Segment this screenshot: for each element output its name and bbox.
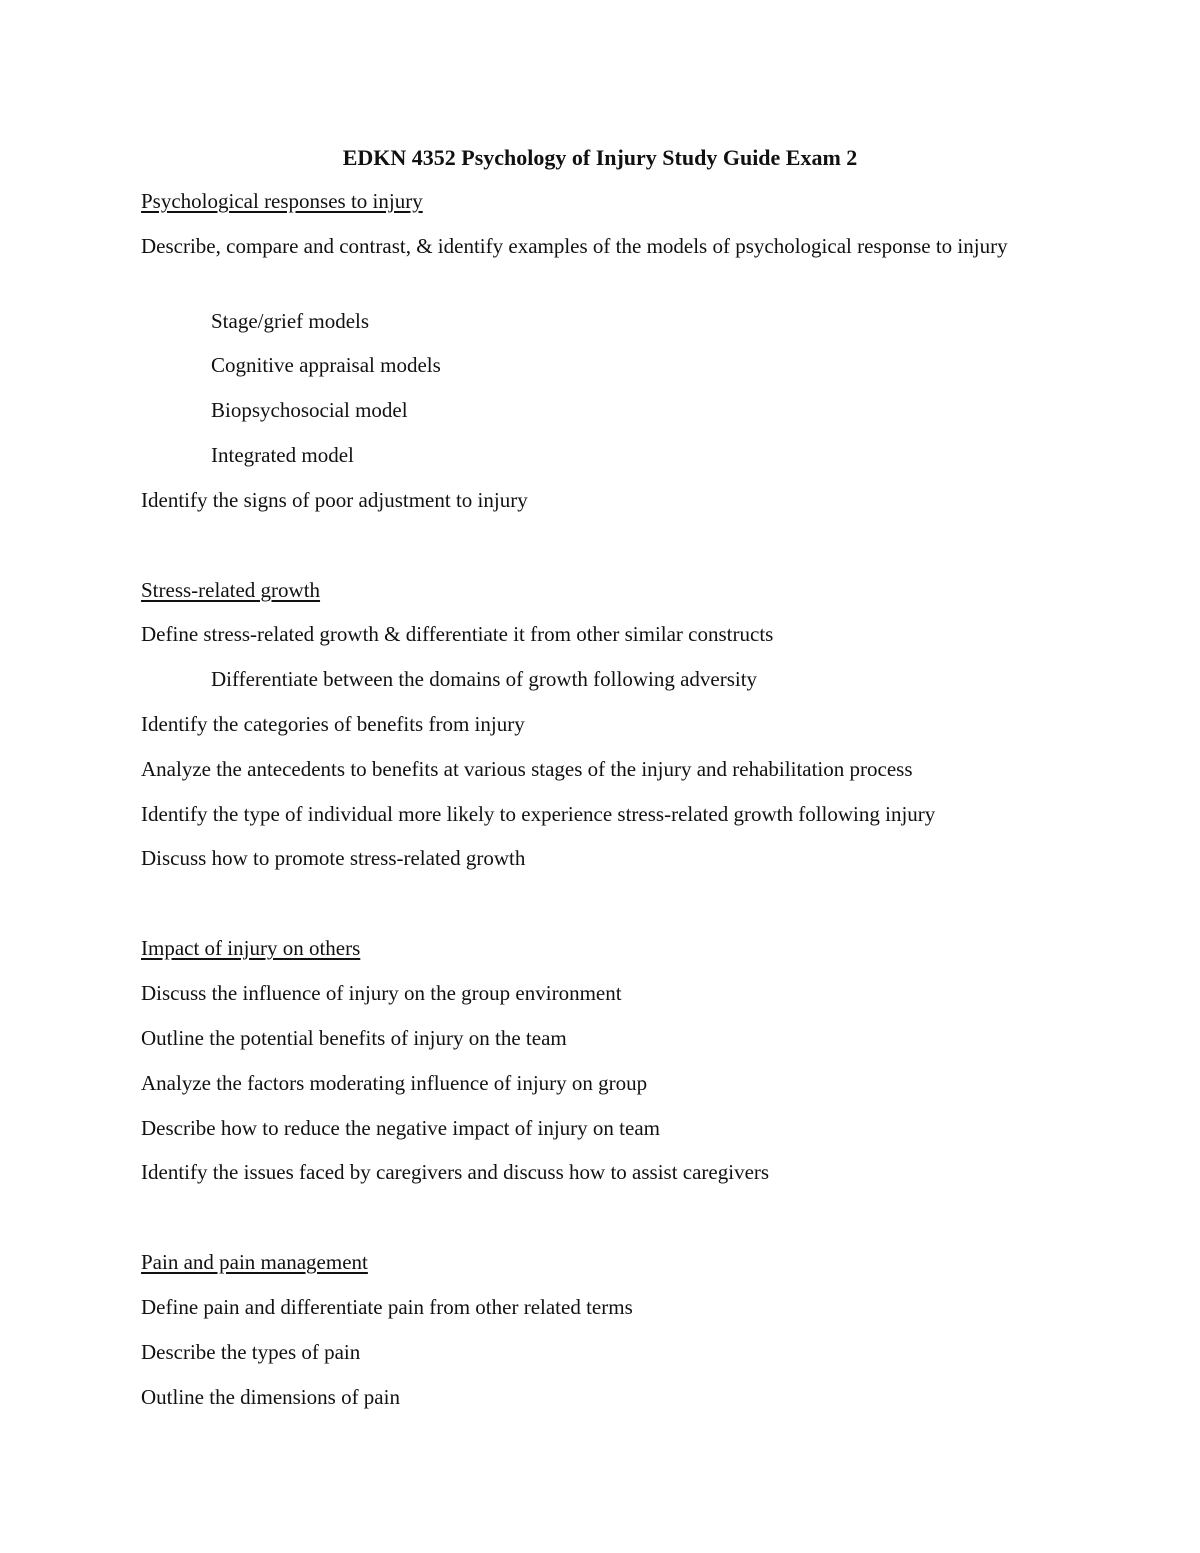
list-item: Describe the types of pain — [141, 1340, 361, 1364]
list-item: Identify the type of individual more likely to experience stress-related growth following injury — [141, 802, 936, 826]
section-heading-pain-management: Pain and pain management — [141, 1250, 368, 1274]
list-item: Identify the categories of benefits from injury — [141, 712, 525, 736]
list-item: Describe, compare and contrast, & identify examples of the models of psychological response to injury — [141, 234, 1008, 258]
list-item-subitem: Cognitive appraisal models — [211, 353, 441, 377]
list-item: Outline the potential benefits of injury on the team — [141, 1026, 567, 1050]
section-heading-stress-related-growth: Stress-related growth — [141, 578, 321, 602]
section-heading-psychological-responses: Psychological responses to injury — [141, 189, 423, 213]
list-item-subitem: Differentiate between the domains of growth following adversity — [211, 667, 758, 691]
list-item: Describe how to reduce the negative impact of injury on team — [141, 1116, 660, 1140]
document-title: EDKN 4352 Psychology of Injury Study Guide Exam 2 — [342, 145, 858, 170]
list-item: Analyze the antecedents to benefits at various stages of the injury and rehabilitation process — [141, 757, 913, 781]
list-item: Define pain and differentiate pain from other related terms — [141, 1295, 633, 1319]
list-item: Outline the dimensions of pain — [141, 1385, 400, 1409]
list-item: Analyze the factors moderating influence of injury on group — [141, 1071, 648, 1095]
list-item: Discuss how to promote stress-related growth — [141, 846, 526, 870]
list-item-subitem: Biopsychosocial model — [211, 398, 408, 422]
list-item-subitem: Integrated model — [211, 443, 354, 467]
section-heading-impact-on-others: Impact of injury on others — [141, 936, 361, 960]
list-item: Discuss the influence of injury on the group environment — [141, 981, 622, 1005]
list-item: Identify the issues faced by caregivers and discuss how to assist caregivers — [141, 1160, 770, 1184]
list-item: Identify the signs of poor adjustment to injury — [141, 488, 528, 512]
list-item: Define stress-related growth & differentiate it from other similar constructs — [141, 622, 774, 646]
list-item-subitem: Stage/grief models — [211, 309, 370, 333]
